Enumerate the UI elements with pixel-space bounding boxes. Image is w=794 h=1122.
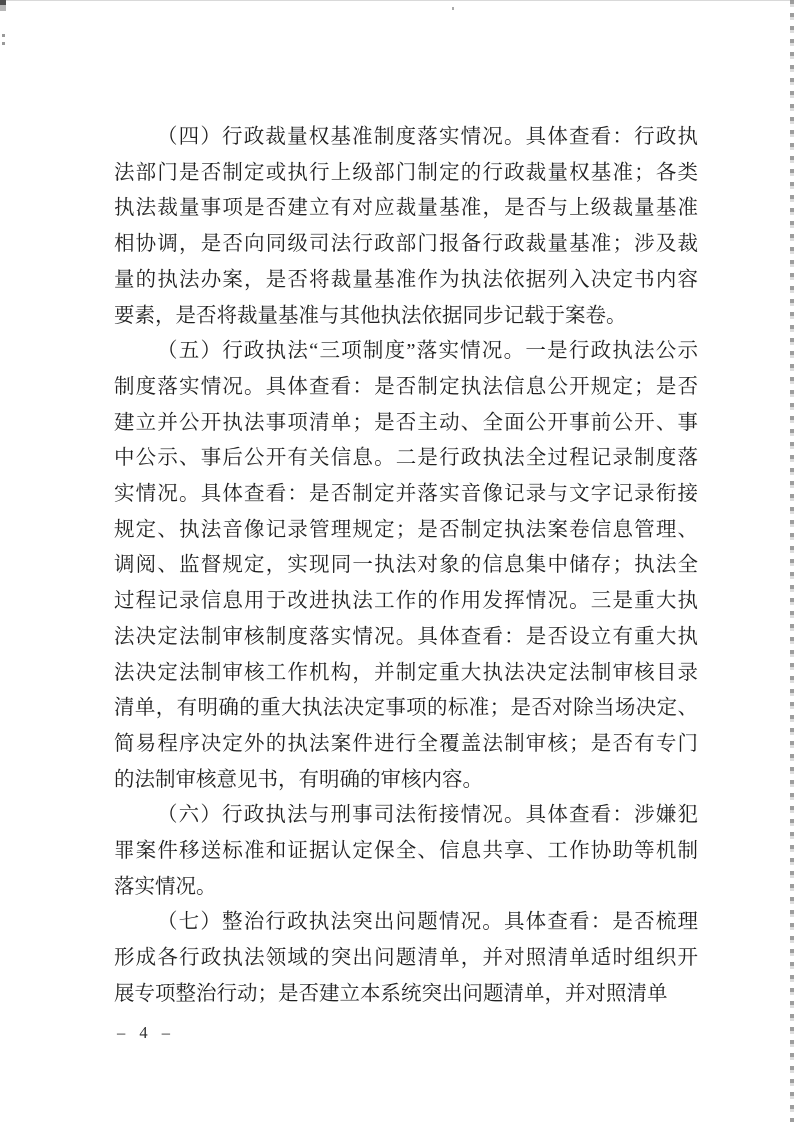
scan-artifact <box>2 34 5 37</box>
text-line: 简易程序决定外的执法案件进行全覆盖法制审核；是否有专门 <box>114 732 698 755</box>
text-line: 量的执法办案，是否将裁量基准作为执法依据列入决定书内容 <box>114 268 698 291</box>
scan-edge-hairline <box>0 0 794 1</box>
paragraph-item-7 <box>114 905 698 1012</box>
page-number: – 4 – <box>117 1023 175 1042</box>
scan-edge-marks <box>790 0 794 1122</box>
text-line: 法部门是否制定或执行上级部门制定的行政裁量权基准；各类 <box>114 161 698 184</box>
text-line: 过程记录信息用于改进执法工作的作用发挥情况。三是重大执 <box>114 590 698 613</box>
scan-artifact <box>452 7 454 10</box>
document-body <box>114 120 698 1013</box>
text-line: （六）行政执法与刑事司法衔接情况。具体查看：涉嫌犯 <box>157 804 698 827</box>
text-line: 要素，是否将裁量基准与其他执法依据同步记载于案卷。 <box>114 304 627 327</box>
text-line: 相协调，是否向同级司法行政部门报备行政裁量基准；涉及裁 <box>114 233 698 256</box>
scan-artifact <box>2 42 5 45</box>
text-line: 的法制审核意见书，有明确的审核内容。 <box>114 768 483 791</box>
text-line: 形成各行政执法领域的突出问题清单，并对照清单适时组织开 <box>114 947 698 970</box>
text-line: 展专项整治行动；是否建立本系统突出问题清单，并对照清单 <box>114 982 668 1005</box>
text-line: 制度落实情况。具体查看：是否制定执法信息公开规定；是否 <box>114 375 698 398</box>
paragraph-item-4 <box>114 120 698 334</box>
text-line: 中公示、事后公开有关信息。二是行政执法全过程记录制度落 <box>114 447 698 470</box>
text-line: 调阅、监督规定，实现同一执法对象的信息集中储存；执法全 <box>114 554 698 577</box>
scan-artifact <box>0 5 6 11</box>
text-line: 罪案件移送标准和证据认定保全、信息共享、工作协助等机制 <box>114 840 698 863</box>
text-line: 建立并公开执法事项清单；是否主动、全面公开事前公开、事 <box>114 411 698 434</box>
paragraph-item-6 <box>114 798 698 905</box>
text-line: （五）行政执法“三项制度”落实情况。一是行政执法公示 <box>157 340 698 363</box>
text-line: 规定、执法音像记录管理规定；是否制定执法案卷信息管理、 <box>114 518 698 541</box>
text-line: 落实情况。 <box>114 875 217 898</box>
text-line: 执法裁量事项是否建立有对应裁量基准，是否与上级裁量基准 <box>114 197 698 220</box>
text-line: 法决定法制审核制度落实情况。具体查看：是否设立有重大执 <box>114 625 698 648</box>
text-line: （七）整治行政执法突出问题情况。具体查看：是否梳理 <box>157 911 698 934</box>
text-line: （四）行政裁量权基准制度落实情况。具体查看：行政执 <box>157 126 698 148</box>
text-line: 法决定法制审核工作机构，并制定重大执法决定法制审核目录 <box>114 661 698 684</box>
text-line: 实情况。具体查看：是否制定并落实音像记录与文字记录衔接 <box>114 483 698 506</box>
paragraph-item-5 <box>114 334 698 798</box>
text-line: 清单，有明确的重大执法决定事项的标准；是否对除当场决定、 <box>114 697 698 720</box>
